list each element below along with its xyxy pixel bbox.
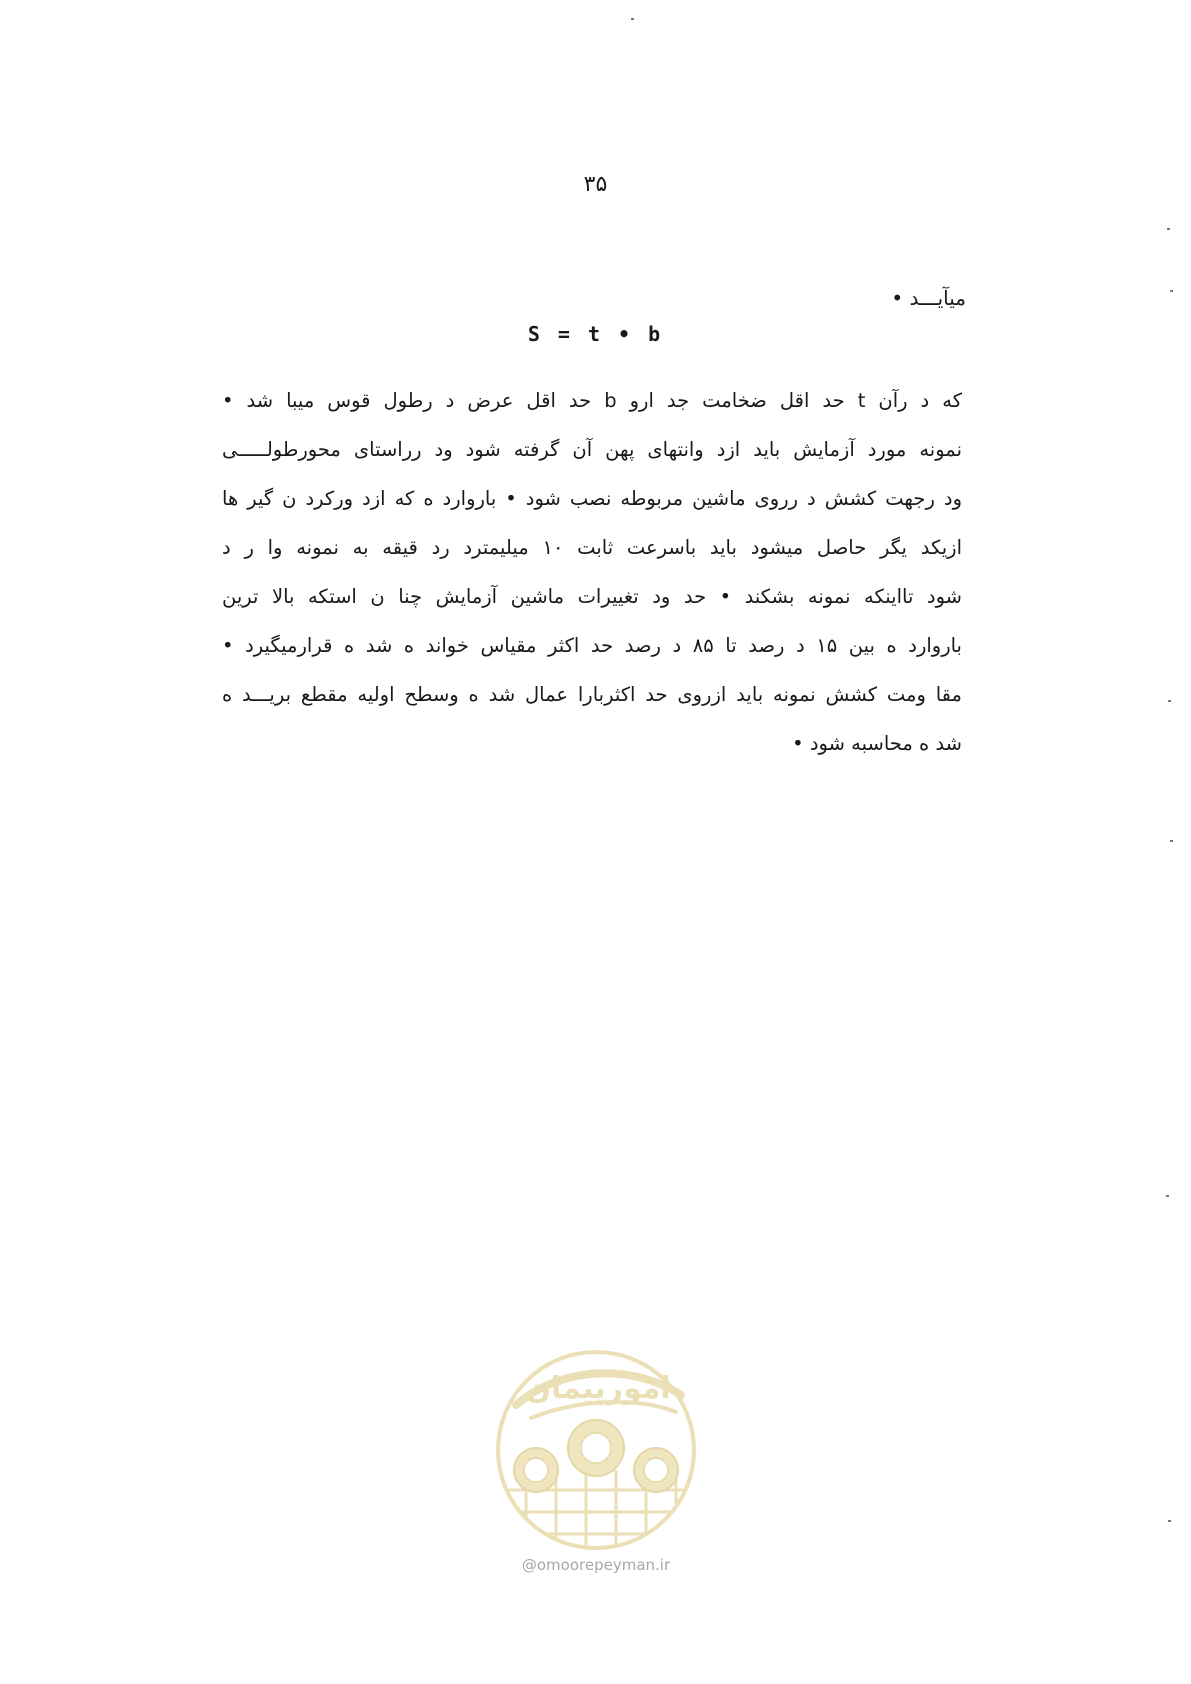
scan-speck — [1168, 1520, 1171, 1522]
paragraph-line: شد ه محاسبه شود • — [792, 732, 962, 755]
paragraph-line: که د رآن t حد اقل ضخامت جد ارو b حد اقل عرض د رطول قوس میبا شد • — [222, 389, 962, 412]
scan-speck — [1170, 290, 1173, 292]
scan-speck — [1170, 840, 1173, 842]
watermark-logo — [486, 1300, 706, 1580]
scan-speck — [1166, 1195, 1169, 1197]
paragraph-line: ود رجهت کشش د رروی ماشین مربوطه نصب شود • باروارد ه که ازد ورکرد ن گیر ها — [222, 487, 962, 510]
paragraph-line: باروارد ه بین ۱۵ د رصد تا ۸۵ د رصد حد اکثر مقیاس خواند ه شد ه قرارمیگیرد • — [222, 634, 962, 657]
body-paragraph — [222, 376, 962, 768]
scan-speck — [631, 18, 634, 20]
paragraph-line: ازیکد یگر حاصل میشود باید باسرعت ثابت ۱۰ میلیمترد رد قیقه به نمونه وا ر د — [222, 536, 962, 559]
watermark-logo-text: امورپیمان — [525, 1371, 671, 1406]
watermark-caption: @omoorepeyman.ir — [521, 1556, 671, 1574]
scan-speck — [1167, 228, 1170, 230]
scan-speck — [1168, 700, 1171, 702]
page-number: ۳۵ — [583, 172, 608, 197]
formula: S = t • b — [527, 322, 664, 346]
paragraph-line: مقا ومت کشش نمونه باید ازروی حد اکثربارا عمال شد ه وسطح اولیه مقطع بریـــد ه — [222, 683, 962, 706]
lead-line: میآیـــد • — [891, 286, 966, 310]
paragraph-line: شود تااینکه نمونه بشکند • حد ود تغییرات ماشین آزمایش چنا ن استکه بالا ترین — [222, 585, 962, 608]
paragraph-line: نمونه مورد آزمایش باید ازد وانتهای پهن آن گرفته شود ود رراستای محورطولـــــی — [222, 438, 962, 461]
